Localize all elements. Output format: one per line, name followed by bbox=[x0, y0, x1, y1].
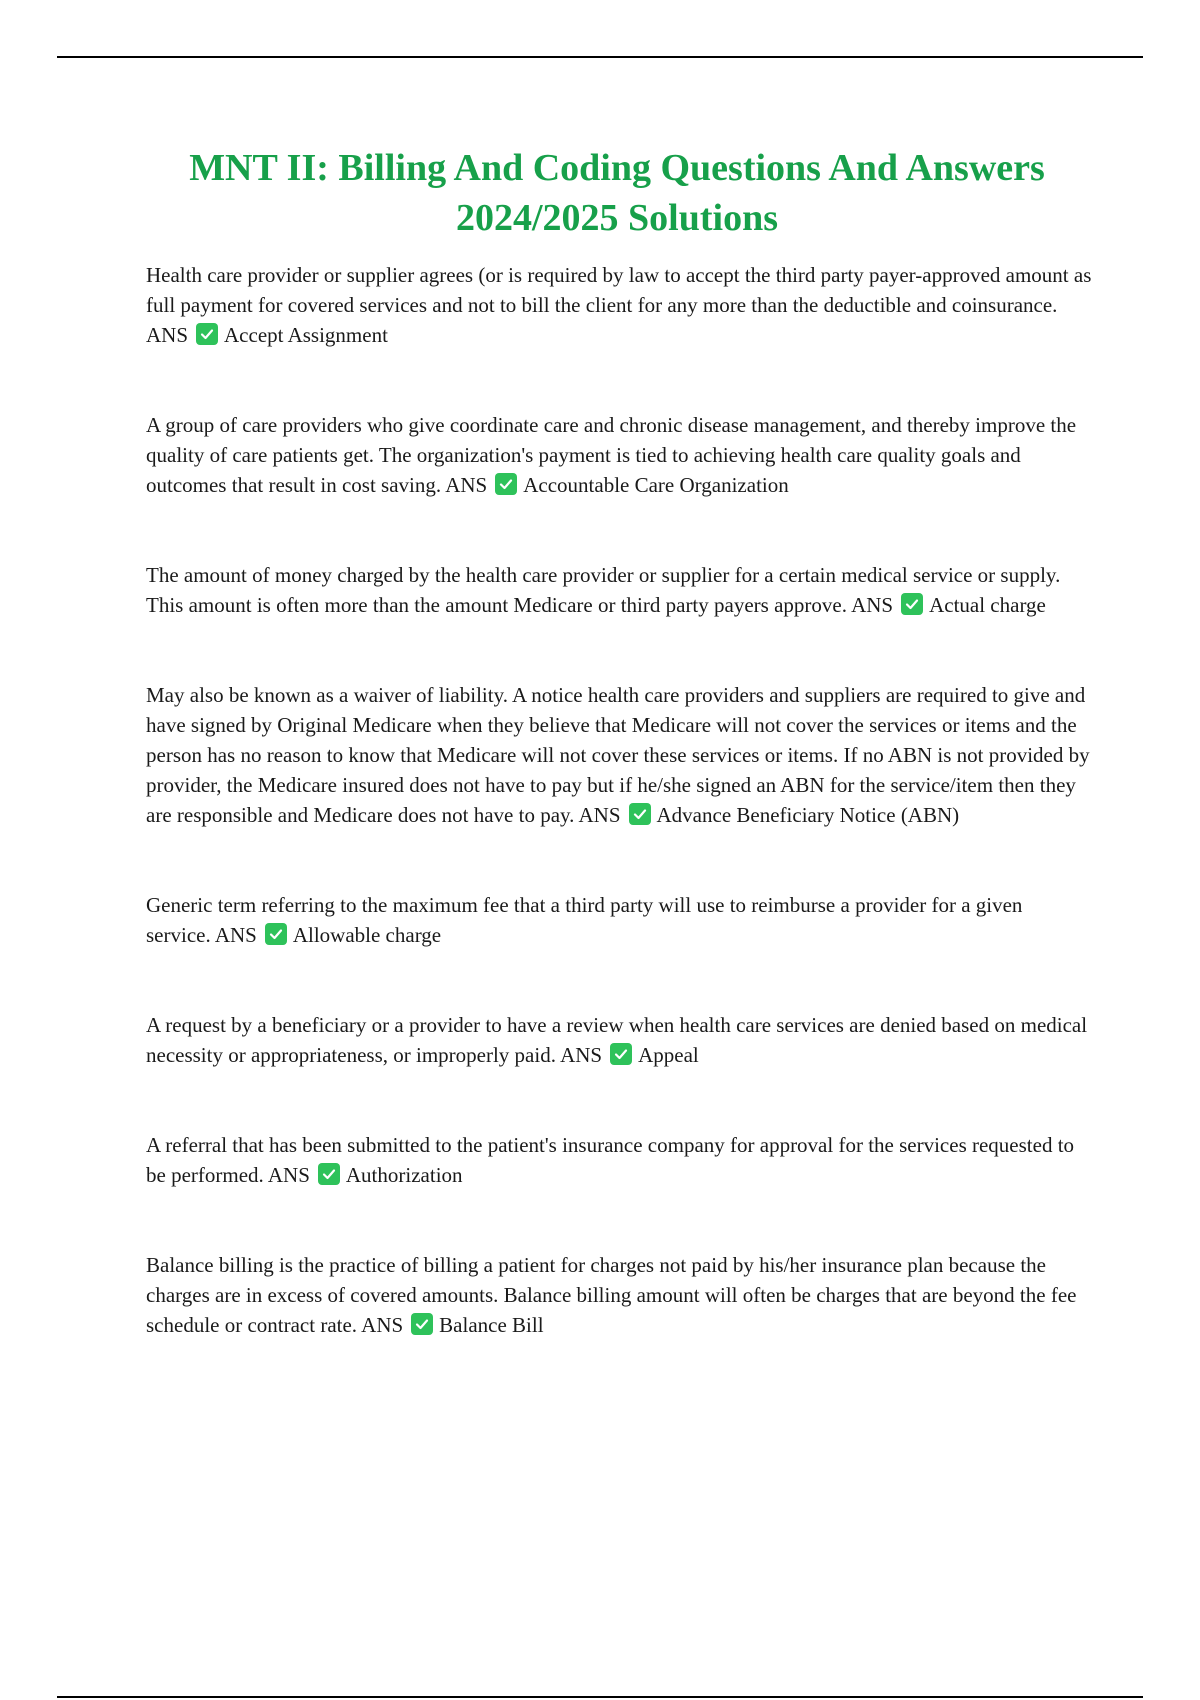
answer-text: Accountable Care Organization bbox=[523, 473, 789, 497]
check-mark-icon bbox=[318, 1163, 340, 1185]
answer-text: Advance Beneficiary Notice (ABN) bbox=[656, 803, 960, 827]
answer-text: Actual charge bbox=[929, 593, 1046, 617]
qa-item bbox=[146, 260, 1092, 350]
answer-marker: ANS bbox=[560, 1043, 603, 1067]
qa-item bbox=[146, 560, 1092, 620]
bottom-rule bbox=[57, 1696, 1143, 1698]
answer-marker: ANS bbox=[578, 803, 621, 827]
qa-list bbox=[146, 260, 1092, 1400]
page-title: MNT II: Billing And Coding Questions And Answers 2024/2025 Solutions bbox=[189, 147, 1045, 239]
qa-item bbox=[146, 1130, 1092, 1190]
answer-text: Appeal bbox=[638, 1043, 699, 1067]
qa-item bbox=[146, 1010, 1092, 1070]
answer-text: Accept Assignment bbox=[224, 323, 388, 347]
qa-item bbox=[146, 410, 1092, 500]
question-text: Balance billing is the practice of billing a patient for charges not paid by his/her insurance plan because the charges are in excess of covered amounts. Balance billing amount will often be charges that are beyond the fee schedule or contract rate. bbox=[146, 1253, 1077, 1337]
question-text: Generic term referring to the maximum fee that a third party will use to reimburse a provider for a given service. bbox=[146, 893, 1023, 947]
qa-item bbox=[146, 1250, 1092, 1340]
check-mark-icon bbox=[495, 473, 517, 495]
question-text: A request by a beneficiary or a provider to have a review when health care services are denied based on medical necessity or appropriateness, or improperly paid. bbox=[146, 1013, 1088, 1067]
question-text: May also be known as a waiver of liability. A notice health care providers and suppliers are required to give and have signed by Original Medicare when they believe that Medicare will not cover the services or items and the person has no reason to know that Medicare will not cover these services or items. If no ABN is not provided by provider, the Medicare insured does not have to pay but if he/she signed an ABN for the service/item then they are responsible and Medicare does not have to pay. bbox=[146, 683, 1090, 827]
answer-text: Allowable charge bbox=[292, 923, 442, 947]
answer-text: Balance Bill bbox=[439, 1313, 544, 1337]
answer-marker: ANS bbox=[146, 323, 189, 347]
answer-marker: ANS bbox=[267, 1163, 310, 1187]
answer-text: Authorization bbox=[345, 1163, 463, 1187]
answer-marker: ANS bbox=[361, 1313, 404, 1337]
check-mark-icon bbox=[196, 323, 218, 345]
question-text: The amount of money charged by the health care provider or supplier for a certain medical service or supply. This amount is often more than the amount Medicare or third party payers approve. bbox=[146, 563, 1061, 617]
answer-marker: ANS bbox=[445, 473, 488, 497]
check-mark-icon bbox=[629, 803, 651, 825]
question-text: A referral that has been submitted to the patient's insurance company for approval for the services requested to be performed. bbox=[146, 1133, 1075, 1187]
answer-marker: ANS bbox=[851, 593, 894, 617]
top-rule bbox=[57, 56, 1143, 58]
check-mark-icon bbox=[610, 1043, 632, 1065]
qa-item bbox=[146, 680, 1092, 830]
qa-item bbox=[146, 890, 1092, 950]
check-mark-icon bbox=[411, 1313, 433, 1335]
question-text: Health care provider or supplier agrees (or is required by law to accept the third party payer-approved amount as full payment for covered services and not to bill the client for any more than the deductible and coinsurance. bbox=[146, 263, 1092, 317]
answer-marker: ANS bbox=[214, 923, 257, 947]
check-mark-icon bbox=[265, 923, 287, 945]
question-text: A group of care providers who give coordinate care and chronic disease management, and thereby improve the quality of care patients get. The organization's payment is tied to achieving health care quality goals and outcomes that result in cost saving. bbox=[146, 413, 1077, 497]
check-mark-icon bbox=[901, 593, 923, 615]
